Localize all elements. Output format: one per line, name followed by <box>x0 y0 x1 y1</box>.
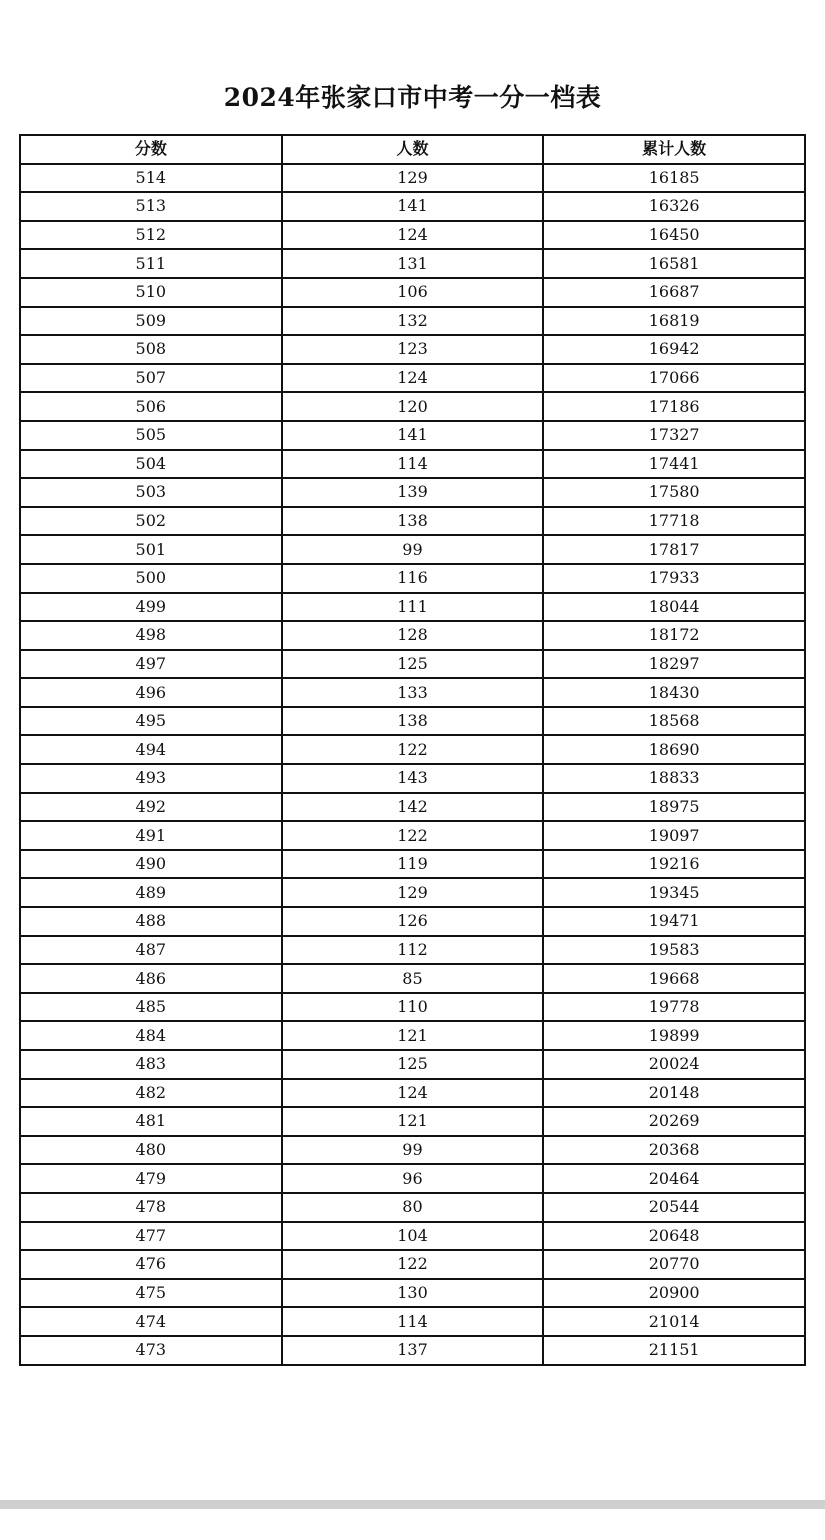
table-cell: 21151 <box>543 1336 805 1365</box>
table-cell: 488 <box>20 907 282 936</box>
table-cell: 20544 <box>543 1193 805 1222</box>
table-row <box>20 249 805 278</box>
table-row <box>20 1079 805 1108</box>
table-cell: 20148 <box>543 1079 805 1108</box>
table-row <box>20 335 805 364</box>
table-cell: 132 <box>282 307 544 336</box>
table-row <box>20 478 805 507</box>
table-cell: 104 <box>282 1222 544 1251</box>
table-cell: 477 <box>20 1222 282 1251</box>
table-cell: 496 <box>20 678 282 707</box>
column-header: 分数 <box>20 135 282 164</box>
table-cell: 120 <box>282 392 544 421</box>
table-cell: 130 <box>282 1279 544 1308</box>
table-cell: 482 <box>20 1079 282 1108</box>
table-cell: 122 <box>282 821 544 850</box>
table-cell: 20648 <box>543 1222 805 1251</box>
table-cell: 19668 <box>543 964 805 993</box>
column-header: 人数 <box>282 135 544 164</box>
table-cell: 125 <box>282 1050 544 1079</box>
table-cell: 16450 <box>543 221 805 250</box>
table-cell: 19778 <box>543 993 805 1022</box>
table-cell: 501 <box>20 535 282 564</box>
table-cell: 129 <box>282 878 544 907</box>
table-body <box>20 164 805 1365</box>
table-cell: 491 <box>20 821 282 850</box>
table-cell: 125 <box>282 650 544 679</box>
table-cell: 80 <box>282 1193 544 1222</box>
table-row <box>20 535 805 564</box>
table-cell: 19899 <box>543 1021 805 1050</box>
table-row <box>20 1279 805 1308</box>
table-row <box>20 707 805 736</box>
table-cell: 19216 <box>543 850 805 879</box>
table-row <box>20 307 805 336</box>
table-cell: 122 <box>282 735 544 764</box>
table-cell: 17186 <box>543 392 805 421</box>
table-row <box>20 1222 805 1251</box>
table-cell: 475 <box>20 1279 282 1308</box>
table-row <box>20 278 805 307</box>
table-row <box>20 878 805 907</box>
table-row <box>20 793 805 822</box>
table-row <box>20 1307 805 1336</box>
table-row <box>20 1336 805 1365</box>
table-cell: 478 <box>20 1193 282 1222</box>
table-cell: 510 <box>20 278 282 307</box>
table-cell: 123 <box>282 335 544 364</box>
table-cell: 143 <box>282 764 544 793</box>
table-cell: 487 <box>20 936 282 965</box>
table-cell: 485 <box>20 993 282 1022</box>
table-row <box>20 192 805 221</box>
table-cell: 116 <box>282 564 544 593</box>
table-cell: 18833 <box>543 764 805 793</box>
table-cell: 500 <box>20 564 282 593</box>
table-row <box>20 1050 805 1079</box>
table-row <box>20 678 805 707</box>
table-cell: 17580 <box>543 478 805 507</box>
table-cell: 16326 <box>543 192 805 221</box>
table-cell: 141 <box>282 421 544 450</box>
table-row <box>20 593 805 622</box>
table-cell: 18297 <box>543 650 805 679</box>
table-cell: 17933 <box>543 564 805 593</box>
table-cell: 85 <box>282 964 544 993</box>
table-cell: 121 <box>282 1021 544 1050</box>
table-cell: 494 <box>20 735 282 764</box>
table-cell: 19583 <box>543 936 805 965</box>
table-cell: 511 <box>20 249 282 278</box>
table-row <box>20 764 805 793</box>
table-cell: 17817 <box>543 535 805 564</box>
table-cell: 499 <box>20 593 282 622</box>
table-cell: 476 <box>20 1250 282 1279</box>
table-cell: 138 <box>282 507 544 536</box>
table-cell: 114 <box>282 450 544 479</box>
page-title: 2024年张家口市中考一分一档表 <box>223 83 602 112</box>
table-cell: 99 <box>282 1136 544 1165</box>
table-cell: 20368 <box>543 1136 805 1165</box>
table-cell: 128 <box>282 621 544 650</box>
table-cell: 481 <box>20 1107 282 1136</box>
table-cell: 507 <box>20 364 282 393</box>
table-row <box>20 1021 805 1050</box>
table-cell: 119 <box>282 850 544 879</box>
table-cell: 480 <box>20 1136 282 1165</box>
table-row <box>20 735 805 764</box>
table-cell: 20024 <box>543 1050 805 1079</box>
table-row <box>20 993 805 1022</box>
table-row <box>20 1107 805 1136</box>
score-table <box>19 134 806 1366</box>
table-cell: 106 <box>282 278 544 307</box>
table-row <box>20 164 805 193</box>
table-cell: 16185 <box>543 164 805 193</box>
table-cell: 489 <box>20 878 282 907</box>
table-row <box>20 364 805 393</box>
table-cell: 505 <box>20 421 282 450</box>
table-cell: 17066 <box>543 364 805 393</box>
table-row <box>20 564 805 593</box>
table-row <box>20 392 805 421</box>
table-row <box>20 221 805 250</box>
table-cell: 138 <box>282 707 544 736</box>
table-cell: 110 <box>282 993 544 1022</box>
table-cell: 503 <box>20 478 282 507</box>
table-cell: 20770 <box>543 1250 805 1279</box>
table-cell: 121 <box>282 1107 544 1136</box>
table-cell: 502 <box>20 507 282 536</box>
table-cell: 129 <box>282 164 544 193</box>
table-cell: 126 <box>282 907 544 936</box>
table-cell: 508 <box>20 335 282 364</box>
table-cell: 486 <box>20 964 282 993</box>
table-row <box>20 650 805 679</box>
table-cell: 18975 <box>543 793 805 822</box>
table-row <box>20 936 805 965</box>
table-row <box>20 1136 805 1165</box>
table-row <box>20 850 805 879</box>
table-cell: 17441 <box>543 450 805 479</box>
table-cell: 506 <box>20 392 282 421</box>
table-cell: 19097 <box>543 821 805 850</box>
table-row <box>20 507 805 536</box>
table-header-row <box>20 135 805 164</box>
table-cell: 139 <box>282 478 544 507</box>
table-cell: 19471 <box>543 907 805 936</box>
table-row <box>20 821 805 850</box>
table-row <box>20 1250 805 1279</box>
table-cell: 490 <box>20 850 282 879</box>
table-cell: 18690 <box>543 735 805 764</box>
table-cell: 492 <box>20 793 282 822</box>
table-cell: 137 <box>282 1336 544 1365</box>
table-cell: 513 <box>20 192 282 221</box>
table-cell: 21014 <box>543 1307 805 1336</box>
table-cell: 495 <box>20 707 282 736</box>
table-cell: 16942 <box>543 335 805 364</box>
table-cell: 20269 <box>543 1107 805 1136</box>
table-cell: 122 <box>282 1250 544 1279</box>
table-cell: 142 <box>282 793 544 822</box>
table-cell: 124 <box>282 1079 544 1108</box>
table-row <box>20 621 805 650</box>
table-row <box>20 1193 805 1222</box>
table-cell: 498 <box>20 621 282 650</box>
table-cell: 484 <box>20 1021 282 1050</box>
table-cell: 16687 <box>543 278 805 307</box>
table-cell: 17327 <box>543 421 805 450</box>
table-row <box>20 964 805 993</box>
table-cell: 497 <box>20 650 282 679</box>
table-row <box>20 1164 805 1193</box>
table-cell: 16581 <box>543 249 805 278</box>
table-cell: 474 <box>20 1307 282 1336</box>
table-cell: 131 <box>282 249 544 278</box>
table-cell: 124 <box>282 364 544 393</box>
table-cell: 20464 <box>543 1164 805 1193</box>
bottom-scroll-bar <box>0 1500 825 1509</box>
table-cell: 16819 <box>543 307 805 336</box>
table-cell: 20900 <box>543 1279 805 1308</box>
table-row <box>20 421 805 450</box>
table-row <box>20 907 805 936</box>
table-cell: 114 <box>282 1307 544 1336</box>
table-row <box>20 450 805 479</box>
table-cell: 504 <box>20 450 282 479</box>
table-cell: 124 <box>282 221 544 250</box>
table-cell: 19345 <box>543 878 805 907</box>
table-cell: 473 <box>20 1336 282 1365</box>
table-cell: 111 <box>282 593 544 622</box>
table-cell: 479 <box>20 1164 282 1193</box>
column-header: 累计人数 <box>543 135 805 164</box>
table-cell: 112 <box>282 936 544 965</box>
table-cell: 483 <box>20 1050 282 1079</box>
table-cell: 493 <box>20 764 282 793</box>
table-cell: 512 <box>20 221 282 250</box>
table-cell: 141 <box>282 192 544 221</box>
table-cell: 99 <box>282 535 544 564</box>
table-cell: 17718 <box>543 507 805 536</box>
table-cell: 96 <box>282 1164 544 1193</box>
table-cell: 18172 <box>543 621 805 650</box>
table-cell: 18430 <box>543 678 805 707</box>
table-cell: 18568 <box>543 707 805 736</box>
table-cell: 509 <box>20 307 282 336</box>
table-cell: 133 <box>282 678 544 707</box>
table-cell: 514 <box>20 164 282 193</box>
table-cell: 18044 <box>543 593 805 622</box>
